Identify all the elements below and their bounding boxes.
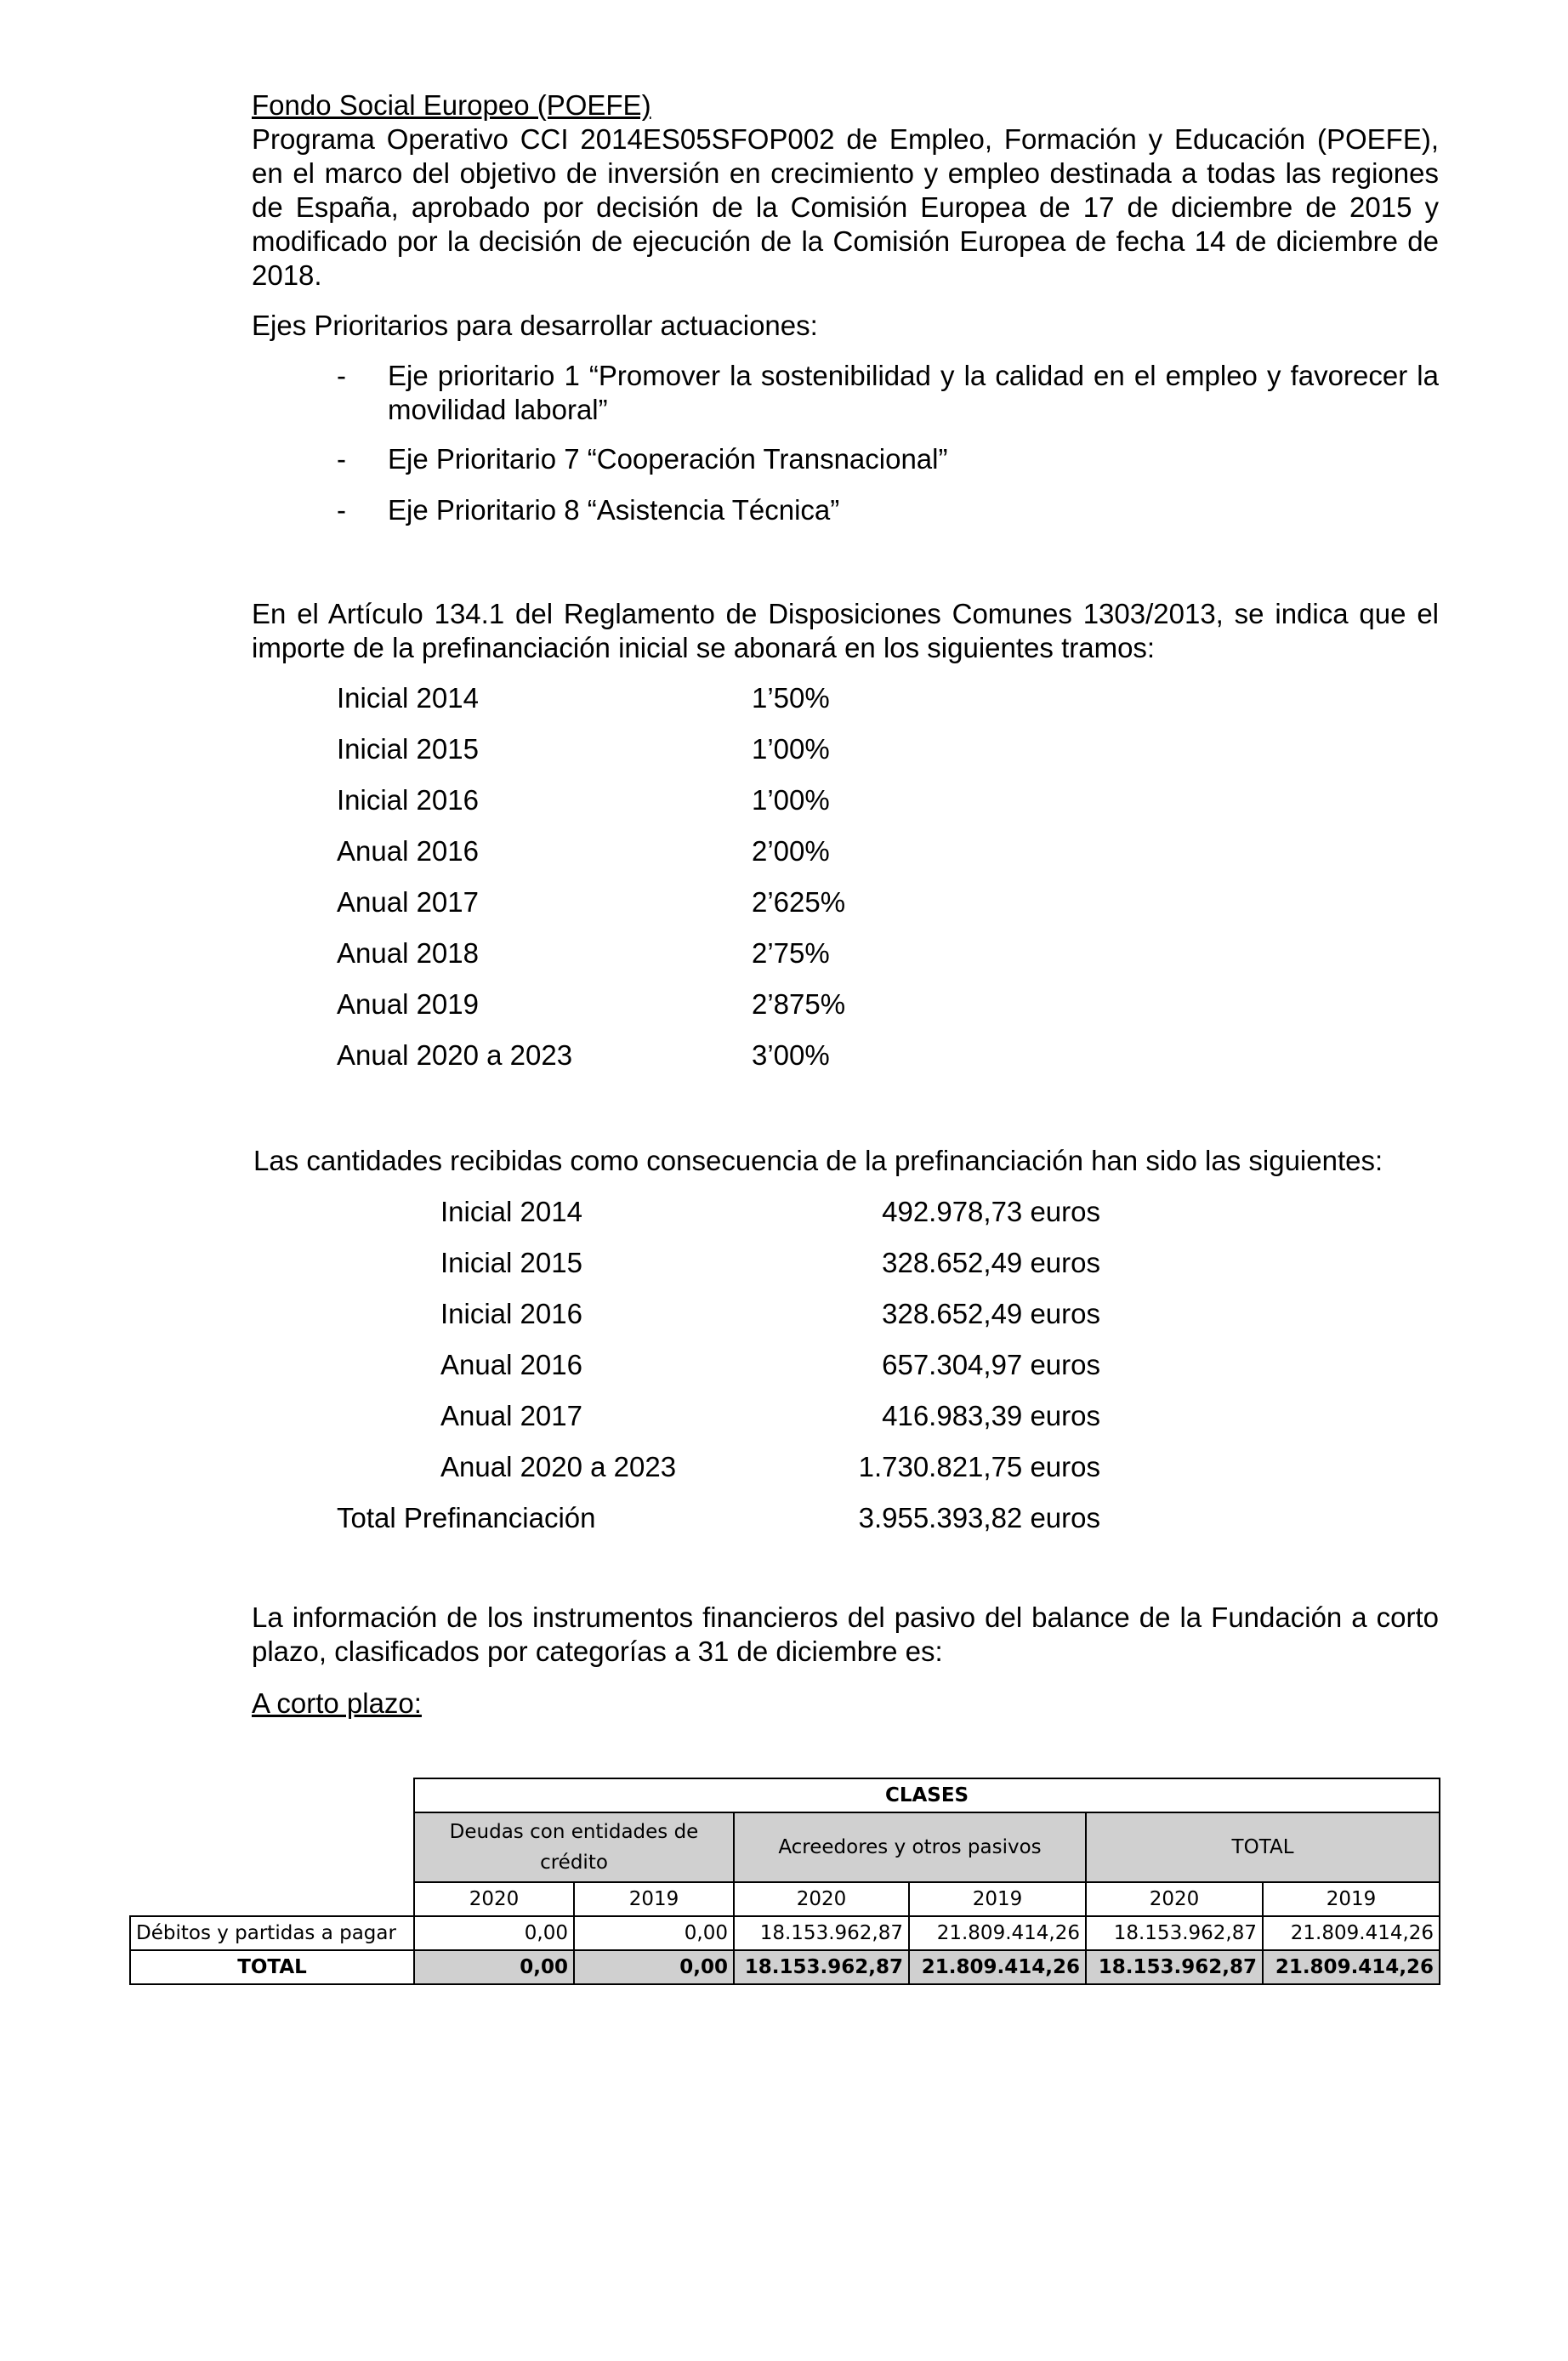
tramo-value: 1’00%	[752, 784, 830, 816]
group-header: TOTAL	[1086, 1812, 1440, 1882]
cantidad-value: 416.983,39 euros	[882, 1400, 1100, 1431]
value-cell: 0,00	[414, 1916, 574, 1950]
table-row	[130, 1916, 1440, 1950]
tramo-label: Anual 2020 a 2023	[337, 1039, 573, 1071]
bullet-dash: -	[337, 360, 346, 391]
tramo-label: Inicial 2015	[337, 733, 479, 765]
tramo-value: 1’00%	[752, 733, 830, 765]
corto-plazo-heading: A corto plazo:	[252, 1687, 422, 1719]
year-header: 2020	[414, 1882, 574, 1916]
fse-body: Programa Operativo CCI 2014ES05SFOP002 de Empleo, Formación y Educación (POEFE), en el marco del objetivo de inversión en crecimiento y empleo destinada a todas las regiones de España, aprobado por decisión de la Comisión Europea de 17 de diciembre de 2015 y modificado por la decisión de ejecución de la Comisión Europea de fecha 14 de diciembre de 2018.	[252, 123, 1439, 291]
total-prefinanciacion-label: Total Prefinanciación	[337, 1502, 596, 1533]
value-cell: 0,00	[574, 1916, 734, 1950]
value-cell: 0,00	[414, 1950, 574, 1984]
instrumentos-paragraph: La información de los instrumentos financieros del pasivo del balance de la Fundación a corto plazo, clasificados por categorías a 31 de diciembre es:	[252, 1601, 1439, 1667]
cantidad-value: 328.652,49 euros	[882, 1298, 1100, 1329]
cantidad-label: Anual 2016	[440, 1349, 582, 1380]
cantidad-value: 657.304,97 euros	[882, 1349, 1100, 1380]
cantidad-value: 1.730.821,75 euros	[858, 1451, 1100, 1482]
cantidad-label: Inicial 2016	[440, 1298, 582, 1329]
group-header: Deudas con entidades de crédito	[414, 1812, 734, 1882]
year-header: 2019	[574, 1882, 734, 1916]
clases-header: CLASES	[414, 1778, 1440, 1812]
year-header: 2020	[1086, 1882, 1263, 1916]
cantidad-value: 492.978,73 euros	[882, 1196, 1100, 1227]
corner-cell	[130, 1778, 414, 1812]
table-year-row	[130, 1882, 1440, 1916]
tramo-label: Anual 2019	[337, 988, 479, 1020]
eje-text: Eje prioritario 1 “Promover la sostenibilidad y la calidad en el empleo y favorecer la movilidad laboral”	[388, 360, 1439, 425]
value-cell: 18.153.962,87	[734, 1950, 909, 1984]
cantidad-value: 328.652,49 euros	[882, 1247, 1100, 1278]
table-group-row	[130, 1812, 1440, 1882]
value-cell: 21.809.414,26	[909, 1916, 1086, 1950]
cantidad-label: Anual 2017	[440, 1400, 582, 1431]
total-prefinanciacion-value: 3.955.393,82 euros	[858, 1502, 1100, 1533]
value-cell: 21.809.414,26	[1263, 1916, 1440, 1950]
year-header: 2019	[909, 1882, 1086, 1916]
tramo-label: Inicial 2016	[337, 784, 479, 816]
value-cell: 21.809.414,26	[909, 1950, 1086, 1984]
bullet-dash: -	[337, 494, 346, 526]
tramo-label: Anual 2018	[337, 937, 479, 969]
value-cell: 21.809.414,26	[1263, 1950, 1440, 1984]
year-header: 2020	[734, 1882, 909, 1916]
corner-cell	[130, 1812, 414, 1882]
cantidad-label: Anual 2020 a 2023	[440, 1451, 677, 1482]
tramo-value: 2’00%	[752, 835, 830, 867]
ejes-heading: Ejes Prioritarios para desarrollar actuaciones:	[252, 310, 818, 341]
fse-section	[252, 88, 1439, 293]
table-header-row	[130, 1778, 1440, 1812]
tramo-value: 2’75%	[752, 937, 830, 969]
eje-text: Eje Prioritario 8 “Asistencia Técnica”	[388, 494, 840, 526]
table-total-row	[130, 1950, 1440, 1984]
tramo-value: 3’00%	[752, 1039, 830, 1071]
row-label: Débitos y partidas a pagar	[130, 1916, 414, 1950]
bullet-dash: -	[337, 443, 346, 475]
eje-text: Eje Prioritario 7 “Cooperación Transnacional”	[388, 443, 948, 475]
financial-instruments-table	[129, 1778, 1440, 1985]
cantidad-label: Inicial 2014	[440, 1196, 582, 1227]
value-cell: 18.153.962,87	[1086, 1916, 1263, 1950]
cantidades-paragraph: Las cantidades recibidas como consecuencia de la prefinanciación han sido las siguientes:	[253, 1145, 1383, 1176]
tramo-label: Inicial 2014	[337, 682, 479, 714]
value-cell: 18.153.962,87	[734, 1916, 909, 1950]
tramo-label: Anual 2017	[337, 886, 479, 918]
cantidad-label: Inicial 2015	[440, 1247, 582, 1278]
value-cell: 0,00	[574, 1950, 734, 1984]
year-header: 2019	[1263, 1882, 1440, 1916]
tramo-value: 1’50%	[752, 682, 830, 714]
tramo-value: 2’875%	[752, 988, 846, 1020]
tramo-value: 2’625%	[752, 886, 846, 918]
articulo-paragraph: En el Artículo 134.1 del Reglamento de Disposiciones Comunes 1303/2013, se indica que el importe de la prefinanciación inicial se abonará en los siguientes tramos:	[252, 598, 1439, 663]
row-label: TOTAL	[130, 1950, 414, 1984]
corner-cell	[130, 1882, 414, 1916]
tramo-label: Anual 2016	[337, 835, 479, 867]
fse-title: Fondo Social Europeo (POEFE)	[252, 89, 651, 121]
group-header: Acreedores y otros pasivos	[734, 1812, 1086, 1882]
value-cell: 18.153.962,87	[1086, 1950, 1263, 1984]
